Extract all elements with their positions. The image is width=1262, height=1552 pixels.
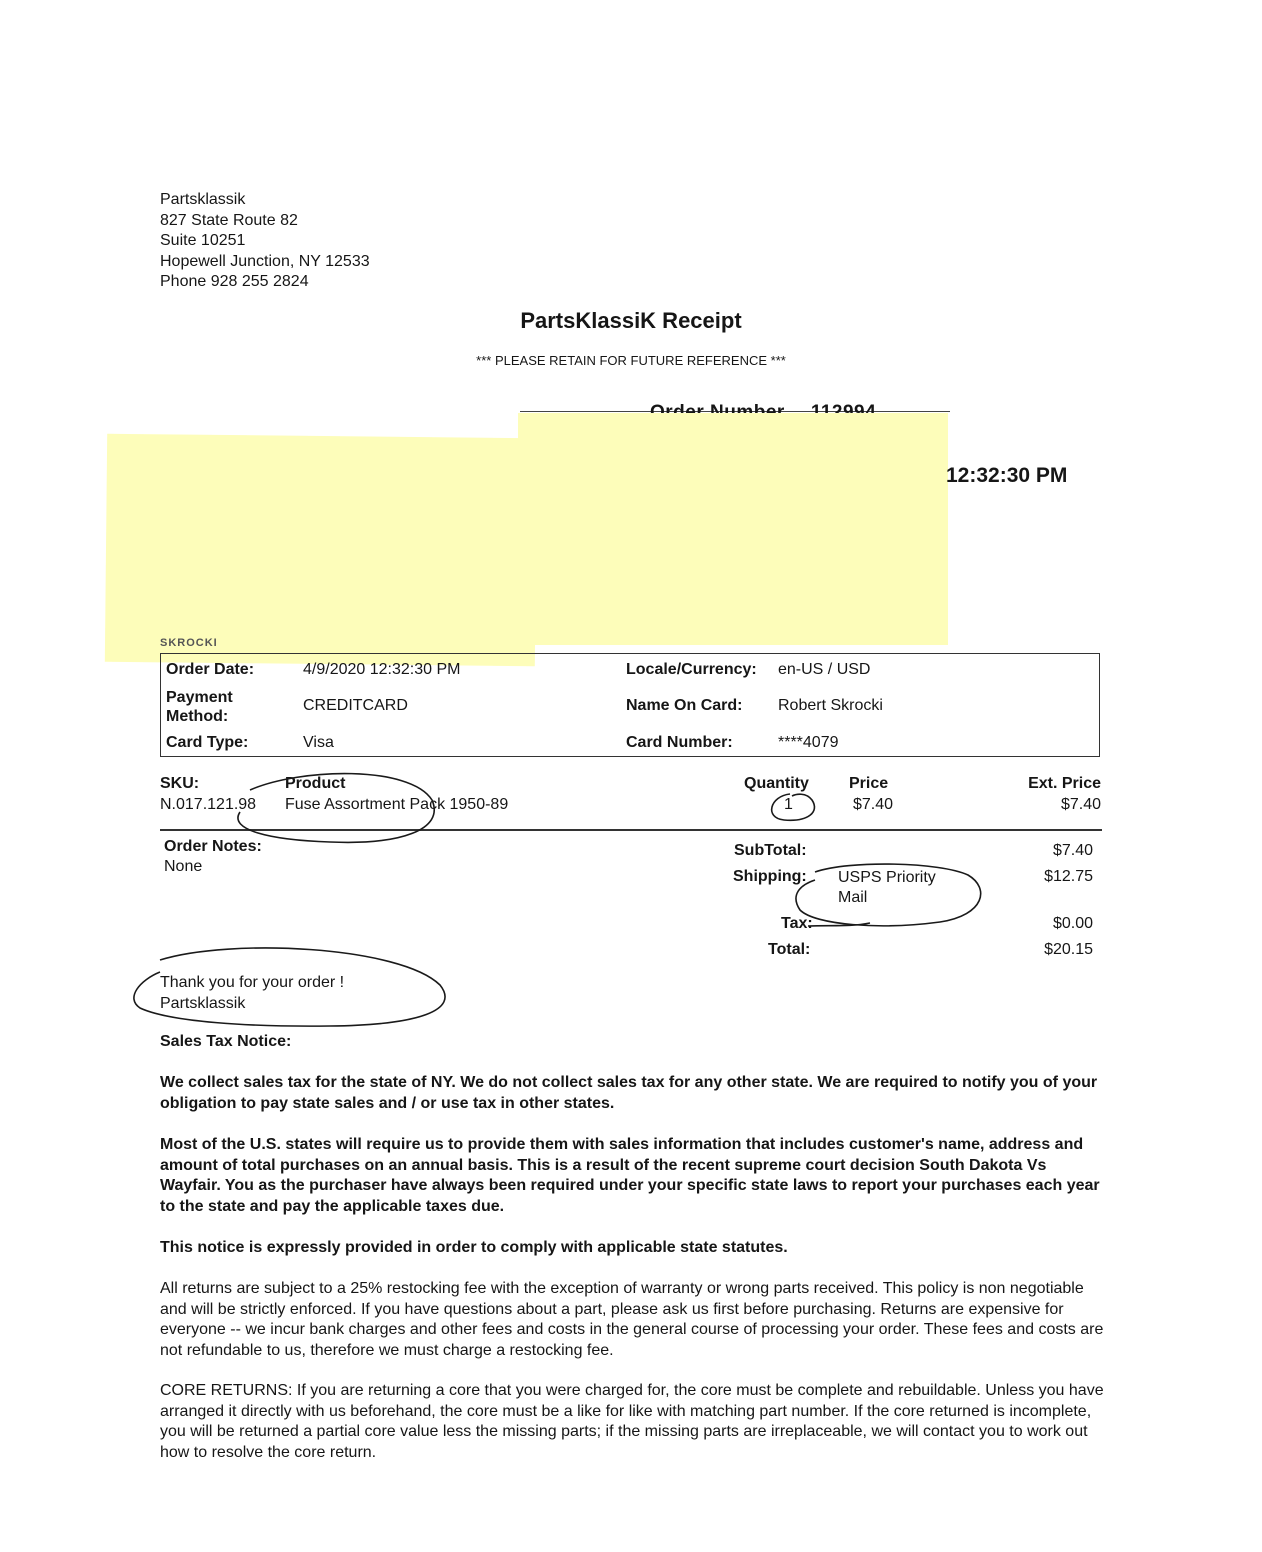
total-value: $20.15 bbox=[1044, 941, 1093, 958]
notice-paragraph-2: Most of the U.S. states will require us to provide them with sales information that includes customer's name, address and amount of total purchases on an annual basis. This is a result of the recent supreme court decision South Dakota Vs Wayfair. You as the purchaser have always been required under your specific state laws to report your purchases each year to the state and pay the applicable taxes due. bbox=[160, 1136, 1100, 1215]
quantity-circle-mark bbox=[772, 794, 815, 820]
notice-paragraph-3: This notice is expressly provided in order to comply with applicable state statutes. bbox=[160, 1239, 788, 1256]
shipping-label: Shipping: bbox=[733, 868, 807, 885]
thank-you-signature: Partsklassik bbox=[160, 995, 246, 1012]
price-header: Price bbox=[849, 775, 889, 792]
payment-label-line: Method: bbox=[166, 708, 229, 725]
subtotal-value: $7.40 bbox=[1052, 842, 1093, 859]
item-price: $7.40 bbox=[853, 796, 894, 813]
receipt-subtitle: *** PLEASE RETAIN FOR FUTURE REFERENCE *** bbox=[476, 353, 786, 368]
order-date-label: Order Date: bbox=[166, 661, 255, 678]
item-quantity: 1 bbox=[784, 796, 793, 813]
item-ext-price: $7.40 bbox=[1060, 796, 1101, 813]
sender-street: 827 State Route 82 bbox=[160, 211, 298, 229]
core-returns-paragraph: CORE RETURNS: If you are returning a core that you were charged for, the core must be complete and rebuildable. Unless you have arranged it directly with us beforehand, the core must be a like for like with matching part number. If the core returned is incomplete, you will be returned a partial core value less the missing parts; if the missing parts are irreplaceable, we will contact you to work out how to resolve the core return. bbox=[160, 1382, 1104, 1461]
item-sku: N.017.121.98 bbox=[160, 796, 257, 813]
quantity-header: Quantity bbox=[744, 775, 809, 792]
shipping-method-line: Mail bbox=[838, 889, 868, 906]
locale-label: Locale/Currency: bbox=[626, 661, 757, 678]
product-circle-mark bbox=[238, 774, 434, 843]
shipping-circle-mark bbox=[796, 864, 981, 926]
order-notes-value: None bbox=[164, 858, 203, 875]
name-on-card-label: Name On Card: bbox=[626, 697, 743, 714]
sku-header: SKU: bbox=[160, 775, 200, 792]
card-number-value: ****4079 bbox=[778, 734, 839, 751]
name-on-card-value: Robert Skrocki bbox=[778, 697, 883, 714]
shipping-method-line: USPS Priority bbox=[838, 869, 936, 886]
order-time-fragment: 12:32:30 PM bbox=[946, 464, 1068, 487]
payment-method-value: CREDITCARD bbox=[303, 697, 408, 714]
item-product: Fuse Assortment Pack 1950-89 bbox=[285, 796, 509, 813]
receipt-title: PartsKlassiK Receipt bbox=[520, 308, 742, 333]
payment-label-line: Payment bbox=[166, 689, 233, 706]
subtotal-label: SubTotal: bbox=[734, 842, 807, 859]
thank-you-circle-mark bbox=[134, 948, 445, 1026]
sender-name: Partsklassik bbox=[160, 191, 246, 208]
card-type-label: Card Type: bbox=[166, 734, 249, 751]
card-type-value: Visa bbox=[303, 734, 334, 751]
tax-label: Tax: bbox=[781, 915, 813, 932]
notice-paragraph-1: We collect sales tax for the state of NY. We do not collect sales tax for any other state. We are required to notify you of your obligation to pay state sales and / or use tax in other states. bbox=[160, 1074, 1098, 1112]
tax-value: $0.00 bbox=[1052, 915, 1093, 932]
thank-you-line: Thank you for your order ! bbox=[160, 974, 345, 991]
sales-tax-notice-heading: Sales Tax Notice: bbox=[160, 1033, 292, 1050]
total-label: Total: bbox=[768, 941, 811, 958]
order-notes-label: Order Notes: bbox=[164, 838, 262, 855]
order-date-value: 4/9/2020 12:32:30 PM bbox=[303, 661, 461, 678]
card-number-label: Card Number: bbox=[626, 734, 733, 751]
locale-value: en-US / USD bbox=[778, 661, 871, 678]
ext-price-header: Ext. Price bbox=[1028, 775, 1101, 792]
sender-phone: Phone 928 255 2824 bbox=[160, 273, 309, 290]
sender-suite: Suite 10251 bbox=[160, 232, 246, 249]
returns-policy-paragraph: All returns are subject to a 25% restocking fee with the exception of warranty or wrong parts received. This policy is non negotiable and will be strictly enforced. If you have questions about a part, please ask us first before purchasing. Returns are expensive for everyone -- we incur bank charges and other fees and costs in the general course of processing your order. These fees and costs are not refundable to us, therefore we must charge a restocking fee. bbox=[160, 1280, 1104, 1359]
sender-city: Hopewell Junction, NY 12533 bbox=[160, 252, 370, 270]
shipping-value: $12.75 bbox=[1044, 868, 1093, 885]
product-header: Product bbox=[285, 775, 346, 792]
